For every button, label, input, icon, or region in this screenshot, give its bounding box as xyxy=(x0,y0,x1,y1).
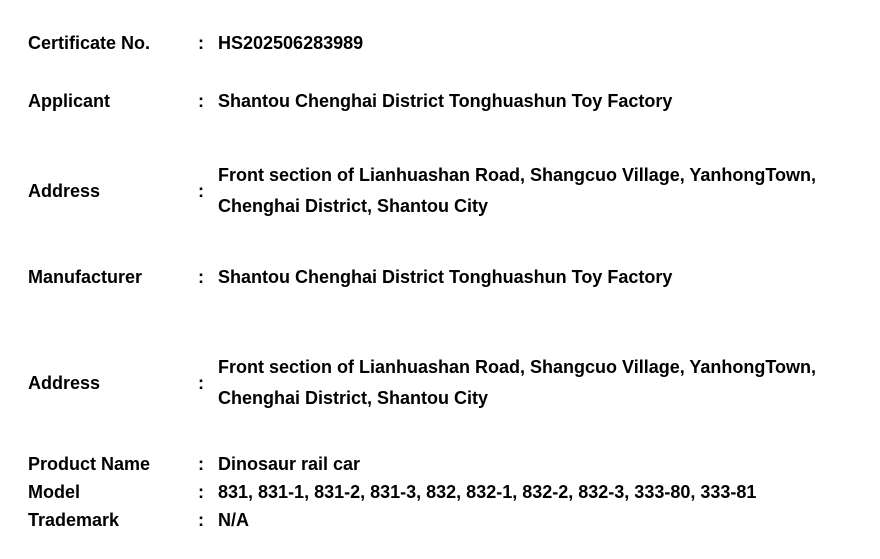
product-name-value: Dinosaur rail car xyxy=(218,454,361,474)
colon-separator: : xyxy=(198,482,204,502)
field-row-certificate-no xyxy=(28,28,363,59)
field-row-trademark xyxy=(28,505,249,536)
field-row-product-name xyxy=(28,449,360,480)
certificate-no-label: Certificate No. xyxy=(28,33,151,53)
manufacturer-value: Shantou Chenghai District Tonghuashun Toy Factory xyxy=(218,267,673,287)
trademark-label: Trademark xyxy=(28,510,120,530)
colon-separator: : xyxy=(198,454,204,474)
field-row-manufacturer xyxy=(28,262,672,293)
product-name-label: Product Name xyxy=(28,454,151,474)
certificate-no-value: HS202506283989 xyxy=(218,33,364,53)
applicant-address-value: Front section of Lianhuashan Road, Shangcuo Village, YanhongTown, Chenghai District, Shantou City xyxy=(218,165,817,216)
manufacturer-address-label: Address xyxy=(28,372,101,393)
field-row-applicant xyxy=(28,86,672,117)
colon-separator: : xyxy=(198,372,204,393)
trademark-value: N/A xyxy=(218,510,249,530)
applicant-address-label: Address xyxy=(28,180,101,201)
field-row-model xyxy=(28,477,756,508)
colon-separator: : xyxy=(198,267,204,287)
model-value: 831, 831-1, 831-2, 831-3, 832, 832-1, 832-2, 832-3, 333-80, 333-81 xyxy=(218,482,757,502)
colon-separator: : xyxy=(198,33,204,53)
manufacturer-address-value: Front section of Lianhuashan Road, Shangcuo Village, YanhongTown, Chenghai District, Shantou City xyxy=(218,357,817,408)
field-row-manufacturer-address xyxy=(28,352,880,414)
colon-separator: : xyxy=(198,180,204,201)
model-label: Model xyxy=(28,482,80,502)
colon-separator: : xyxy=(198,510,204,530)
manufacturer-label: Manufacturer xyxy=(28,267,143,287)
applicant-label: Applicant xyxy=(28,91,111,111)
field-row-applicant-address xyxy=(28,160,880,222)
applicant-value: Shantou Chenghai District Tonghuashun Toy Factory xyxy=(218,91,673,111)
colon-separator: : xyxy=(198,91,204,111)
